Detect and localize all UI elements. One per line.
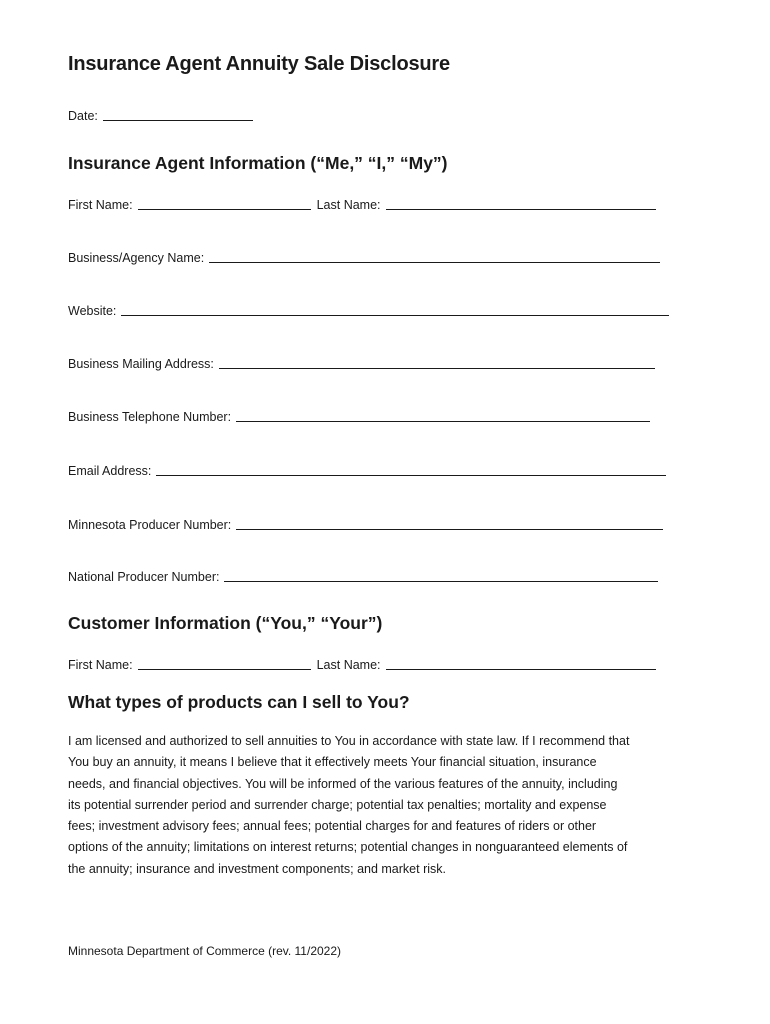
agent-last-name-label: Last Name: [316, 198, 381, 212]
national-producer-label: National Producer Number: [68, 570, 220, 584]
paragraph-line: I am licensed and authorized to sell annuities to You in accordance with state law. If I recommend that [68, 734, 630, 748]
date-label: Date: [68, 109, 98, 123]
date-row [68, 108, 253, 123]
mn-producer-label: Minnesota Producer Number: [68, 518, 232, 532]
date-field[interactable] [103, 108, 253, 121]
customer-first-name-field[interactable] [138, 657, 311, 670]
products-paragraph [68, 731, 708, 880]
mn-producer-field[interactable] [236, 517, 663, 530]
paragraph-line: You buy an annuity, it means I believe that it effectively meets Your financial situation, insurance [68, 755, 597, 770]
customer-first-name-label: First Name: [68, 658, 133, 672]
telephone-field[interactable] [236, 409, 650, 422]
paragraph-line: the annuity; insurance and investment components; and market risk. [68, 861, 446, 876]
email-label: Email Address: [68, 464, 152, 478]
customer-section-heading: Customer Information (“You,” “Your”) [68, 613, 383, 633]
telephone-row [68, 409, 650, 424]
mailing-address-field[interactable] [219, 356, 655, 369]
email-row [68, 463, 666, 478]
business-name-label: Business/Agency Name: [68, 251, 205, 265]
business-name-row [68, 250, 660, 265]
agent-name-row [68, 197, 656, 212]
page-footer: Minnesota Department of Commerce (rev. 11/2022) [68, 944, 342, 958]
agent-section-heading: Insurance Agent Information (“Me,” “I,” “My”) [68, 153, 448, 173]
website-label: Website: [68, 304, 117, 318]
paragraph-line: needs, and financial objectives. You will be informed of the various features of the annuity, including [68, 776, 618, 791]
mn-producer-row [68, 517, 663, 532]
website-row [68, 303, 669, 318]
business-name-field[interactable] [209, 250, 660, 263]
mailing-address-row [68, 356, 655, 371]
document-title: Insurance Agent Annuity Sale Disclosure [68, 53, 450, 75]
agent-last-name-field[interactable] [386, 197, 656, 210]
paragraph-line: fees; investment advisory fees; annual fees; potential charges for and features of riders or other [68, 819, 597, 834]
customer-last-name-field[interactable] [386, 657, 656, 670]
agent-first-name-label: First Name: [68, 198, 133, 212]
products-section-heading: What types of products can I sell to You? [68, 692, 410, 712]
telephone-label: Business Telephone Number: [68, 410, 232, 424]
paragraph-line: its potential surrender period and surrender charge; potential tax penalties; mortality and expense [68, 797, 607, 812]
mailing-address-label: Business Mailing Address: [68, 357, 214, 371]
agent-first-name-field[interactable] [138, 197, 311, 210]
email-field[interactable] [156, 463, 666, 476]
website-field[interactable] [121, 303, 669, 316]
national-producer-row [68, 569, 658, 584]
customer-last-name-label: Last Name: [316, 658, 381, 672]
customer-name-row [68, 657, 656, 672]
national-producer-field[interactable] [224, 569, 658, 582]
paragraph-line: options of the annuity; limitations on interest returns; potential changes in nonguaranteed elements of [68, 840, 628, 855]
